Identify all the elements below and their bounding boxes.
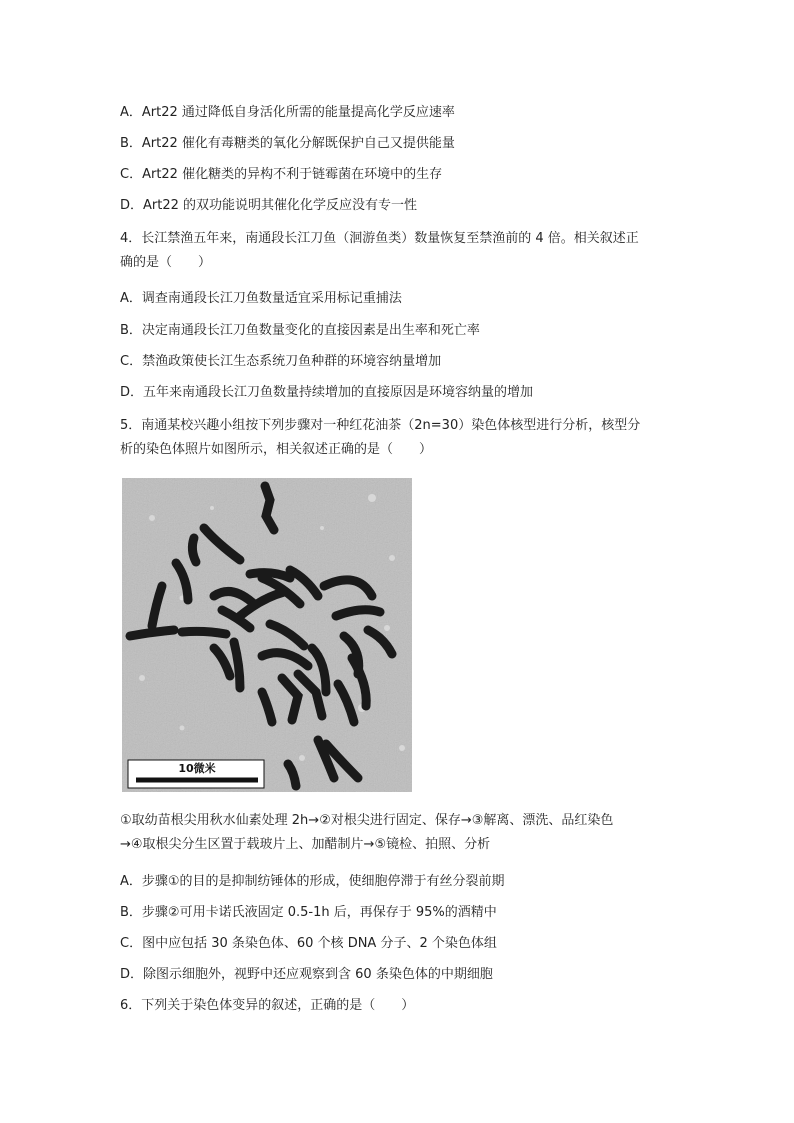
chromosome: [192, 538, 196, 562]
q3-option-b: B．Art22 催化有毒糖类的氧化分解既保护自己又提供能量: [120, 136, 455, 151]
q4-option-a: A．调查南通段长江刀鱼数量适宜采用标记重捕法: [120, 291, 402, 306]
q4-stem-line2: 确的是（ ）: [120, 255, 212, 270]
q4-stem-line1: 4．长江禁渔五年来，南通段长江刀鱼（洄游鱼类）数量恢复至禁渔前的 4 倍。相关叙述正: [120, 231, 639, 246]
q5-option-a: A．步骤①的目的是抑制纺锤体的形成，使细胞停滞于有丝分裂前期: [120, 874, 505, 889]
scale-bar-label: 10微米: [178, 762, 216, 775]
q5-option-b: B．步骤②可用卡诺氏液固定 0.5-1h 后，再保存于 95%的酒精中: [120, 905, 497, 920]
scale-bar: [128, 760, 264, 788]
q5-steps-line2: →④取根尖分生区置于载玻片上、加醋制片→⑤镜检、拍照、分析: [120, 837, 491, 852]
q6-stem: 6．下列关于染色体变异的叙述，正确的是（ ）: [120, 998, 415, 1013]
q5-option-c: C．图中应包括 30 条染色体、60 个核 DNA 分子、2 个染色体组: [120, 936, 497, 951]
chromosome: [250, 573, 290, 578]
q4-option-d: D．五年来南通段长江刀鱼数量持续增加的直接原因是环境容纳量的增加: [120, 385, 534, 400]
q3-option-a: A．Art22 通过降低自身活化所需的能量提高化学反应速率: [120, 105, 455, 120]
q3-option-d: D．Art22 的双功能说明其催化化学反应没有专一性: [120, 198, 418, 213]
q5-steps-line1: ①取幼苗根尖用秋水仙素处理 2h→②对根尖进行固定、保存→③解离、漂洗、品红染色: [120, 813, 614, 828]
q4-option-b: B．决定南通段长江刀鱼数量变化的直接因素是出生率和死亡率: [120, 323, 480, 338]
q3-option-c: C．Art22 催化糖类的异构不利于链霉菌在环境中的生存: [120, 167, 443, 182]
chromosome: [182, 631, 226, 634]
q5-option-d: D．除图示细胞外，视野中还应观察到含 60 条染色体的中期细胞: [120, 967, 493, 982]
q5-stem-line2: 析的染色体照片如图所示，相关叙述正确的是（ ）: [120, 442, 433, 457]
q5-stem-line1: 5．南通某校兴趣小组按下列步骤对一种红花油茶（2n=30）染色体核型进行分析，核型分: [120, 418, 641, 433]
chromosome: [130, 630, 174, 636]
chromosome-micrograph: [122, 478, 412, 792]
q4-option-c: C．禁渔政策使长江生态系统刀鱼种群的环境容纳量增加: [120, 354, 442, 369]
